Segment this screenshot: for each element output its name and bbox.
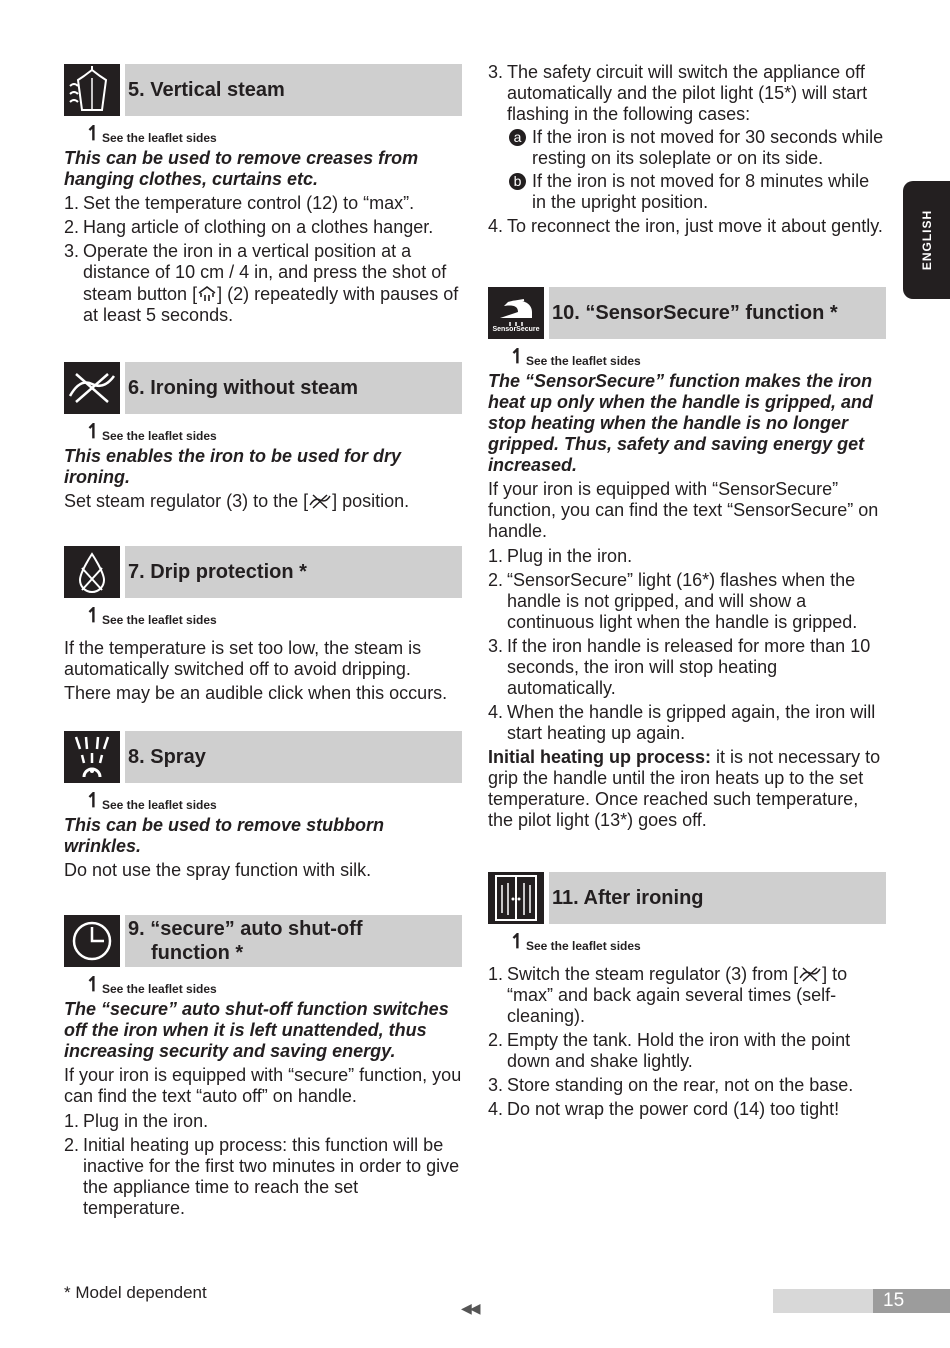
- arrow-up-icon: ↿: [85, 421, 102, 443]
- section-text: If the temperature is set too low, the steam is automatically switched off to avoid dripping.: [64, 638, 422, 679]
- section-title: 5. Vertical steam: [128, 79, 285, 101]
- step-number: 1.: [64, 193, 80, 213]
- section-ironing-without-steam: [64, 362, 462, 512]
- footnote: * Model dependent: [64, 1283, 207, 1302]
- section-text: Do not use the spray function with silk.: [64, 860, 372, 880]
- section-header: [64, 546, 462, 598]
- leaflet-label: See the leaflet sides: [102, 613, 217, 627]
- step-number: 2.: [488, 570, 504, 590]
- leaflet-label: See the leaflet sides: [526, 939, 641, 953]
- section-spray: [64, 731, 462, 881]
- step-text-cont: ] (2) repeatedly with pauses of at least 5 seconds.: [83, 284, 459, 325]
- section-title: 6. Ironing without steam: [128, 377, 359, 399]
- step-number: 2.: [64, 217, 80, 237]
- note-text: it is not necessary to grip the handle until the iron heats up to the set temperature. Once reached such temperature, the pilot light (13*) goes off.: [488, 747, 881, 830]
- section-title: 7. Drip protection *: [128, 561, 307, 583]
- section-title: 11. After ironing: [552, 887, 704, 909]
- text-part: Set steam regulator (3) to the [: [64, 491, 309, 511]
- list-item: [488, 1099, 886, 1120]
- sensorsecure-icon: [488, 287, 544, 339]
- leaflet-reference: [488, 345, 886, 371]
- list-item: [64, 241, 462, 326]
- section-intro: This enables the iron to be used for dry ironing.: [64, 446, 402, 487]
- list-item: [488, 702, 886, 744]
- step-number: 2.: [488, 1030, 504, 1050]
- step-number: 3.: [64, 241, 80, 261]
- steps-list: [488, 964, 886, 1120]
- step-text: “SensorSecure” light (16*) flashes when the handle is not gripped, and will show a continuous light when the handle is gripped.: [507, 570, 858, 632]
- leaflet-reference: [64, 420, 462, 446]
- sub-item-b: [507, 171, 886, 213]
- step-text: Operate the iron in a vertical position at a distance of 10 cm / 4 in, and press the shot of steam button [: [83, 241, 447, 304]
- leaflet-label: See the leaflet sides: [102, 429, 217, 443]
- leaflet-reference: [488, 930, 886, 956]
- list-item: [488, 1075, 886, 1096]
- step-text: Do not wrap the power cord (14) too tight!: [507, 1099, 840, 1119]
- step-number: 1.: [488, 546, 504, 566]
- step-text: If the iron handle is released for more than 10 seconds, the iron will stop heating automatically.: [507, 636, 871, 698]
- section-vertical-steam: [64, 64, 462, 329]
- list-item: [64, 1135, 462, 1219]
- section-text: If your iron is equipped with “secure” function, you can find the text “auto off” on handle.: [64, 1065, 462, 1106]
- step-text: Hang article of clothing on a clothes hanger.: [83, 217, 434, 237]
- step-number: 4.: [488, 216, 504, 236]
- no-steam-icon: [64, 362, 120, 414]
- section-text: There may be an audible click when this occurs.: [64, 683, 448, 703]
- section-title-line1: 9. “secure” auto shut-off: [128, 918, 363, 940]
- arrow-up-icon: ↿: [85, 123, 102, 145]
- section-intro: This can be used to remove stubborn wrinkles.: [64, 815, 385, 856]
- sub-item-a: [507, 127, 886, 169]
- step-number: 3.: [488, 636, 504, 656]
- section-text: If your iron is equipped with “SensorSecure” function, you can find the text “SensorSecure” on handle.: [488, 479, 879, 541]
- leaflet-label: See the leaflet sides: [102, 798, 217, 812]
- steps-list: [488, 546, 886, 744]
- text-part: ] position.: [332, 491, 410, 511]
- step-text: To reconnect the iron, just move it about gently.: [507, 216, 883, 236]
- language-tab-label: ENGLISH: [919, 209, 934, 271]
- leaflet-label: See the leaflet sides: [102, 982, 217, 996]
- wardrobe-icon: [488, 872, 544, 924]
- step-text-cont: ] to “max” and back again several times (self-cleaning).: [507, 964, 848, 1026]
- section-header: [64, 731, 462, 783]
- clock-icon: [64, 915, 120, 967]
- leaflet-reference: [64, 122, 462, 148]
- step-text: Set the temperature control (12) to “max”.: [83, 193, 415, 213]
- section-header: [488, 872, 886, 924]
- arrow-up-icon: ↿: [85, 974, 102, 996]
- arrow-up-icon: ↿: [85, 605, 102, 627]
- section-auto-shutoff-continued: [488, 62, 886, 240]
- previous-page-arrows-icon[interactable]: ◀◀: [461, 1300, 479, 1316]
- step-text: Empty the tank. Hold the iron with the point down and shake lightly.: [507, 1030, 851, 1071]
- step-text: Initial heating up process: this function will be inactive for the first two minutes in order to give the appliance time to reach the set temperature.: [83, 1135, 460, 1218]
- section-drip-protection: [64, 546, 462, 704]
- sub-label-a: a: [509, 129, 526, 146]
- section-header: [64, 915, 462, 967]
- leaflet-reference: [64, 789, 462, 815]
- step-number: 3.: [488, 62, 504, 82]
- list-item: [488, 964, 886, 1027]
- sensorsecure-icon-caption: SensorSecure: [492, 326, 540, 333]
- step-text: When the handle is gripped again, the iron will start heating up again.: [507, 702, 876, 743]
- leaflet-reference: [64, 604, 462, 630]
- section-text: [64, 491, 462, 512]
- step-text: Plug in the iron.: [83, 1111, 209, 1131]
- leaflet-reference: [64, 973, 462, 999]
- section-intro: This can be used to remove creases from hanging clothes, curtains etc.: [64, 148, 419, 189]
- step-number: 1.: [64, 1111, 80, 1131]
- language-tab: [903, 181, 950, 299]
- steps-list: [488, 62, 886, 237]
- section-sensorsecure: [488, 287, 886, 831]
- sub-label-b: b: [509, 173, 526, 190]
- sub-text: If the iron is not moved for 8 minutes while in the upright position.: [532, 171, 870, 212]
- initial-heating-note: [488, 747, 886, 831]
- list-item: [488, 216, 886, 237]
- leaflet-label: See the leaflet sides: [526, 354, 641, 368]
- list-item: [488, 546, 886, 567]
- section-intro: The “secure” auto shut-off function switches off the iron when it is left unattended, thus increasing security and saving energy.: [64, 999, 449, 1061]
- list-item: [488, 636, 886, 699]
- arrow-up-icon: ↿: [509, 931, 526, 953]
- steps-list: [64, 193, 462, 326]
- no-steam-small-icon: [798, 965, 822, 983]
- spray-icon: [64, 731, 120, 783]
- arrow-up-icon: ↿: [509, 346, 526, 368]
- steam-shot-icon: [197, 283, 217, 303]
- section-auto-shutoff: [64, 915, 462, 1222]
- section-title: 8. Spray: [128, 746, 206, 768]
- list-item: [64, 217, 462, 238]
- section-title: 10. “SensorSecure” function *: [552, 302, 838, 324]
- section-header: [488, 287, 886, 339]
- step-number: 3.: [488, 1075, 504, 1095]
- step-number: 2.: [64, 1135, 80, 1155]
- list-item: [64, 1111, 462, 1132]
- step-number: 4.: [488, 1099, 504, 1119]
- step-number: 1.: [488, 964, 504, 984]
- section-header: [64, 64, 462, 116]
- page-number: 15: [873, 1289, 950, 1313]
- section-title-line2: function *: [151, 942, 244, 964]
- step-text: Store standing on the rear, not on the base.: [507, 1075, 854, 1095]
- note-bold: Initial heating up process:: [488, 747, 712, 767]
- steps-list: [64, 1111, 462, 1219]
- list-item: [64, 193, 462, 214]
- vertical-steam-icon: [64, 64, 120, 116]
- section-header: [64, 362, 462, 414]
- list-item: [488, 62, 886, 213]
- step-text: Switch the steam regulator (3) from [: [507, 964, 799, 984]
- arrow-up-icon: ↿: [85, 790, 102, 812]
- step-number: 4.: [488, 702, 504, 722]
- section-intro: The “SensorSecure” function makes the iron heat up only when the handle is gripped, and stop heating when the handle is no longer gripped. Thus, safety and saving energy get increased.: [488, 371, 874, 475]
- step-text: Plug in the iron.: [507, 546, 633, 566]
- no-steam-small-icon: [308, 492, 332, 510]
- section-after-ironing: [488, 872, 886, 1123]
- list-item: [488, 570, 886, 633]
- step-text: The safety circuit will switch the appliance off automatically and the pilot light (15*) will start flashing in the following cases:: [507, 62, 868, 124]
- sub-text: If the iron is not moved for 30 seconds while resting on its soleplate or on its side.: [532, 127, 884, 168]
- section-title: [125, 917, 362, 965]
- drip-protection-icon: [64, 546, 120, 598]
- leaflet-label: See the leaflet sides: [102, 131, 217, 145]
- list-item: [488, 1030, 886, 1072]
